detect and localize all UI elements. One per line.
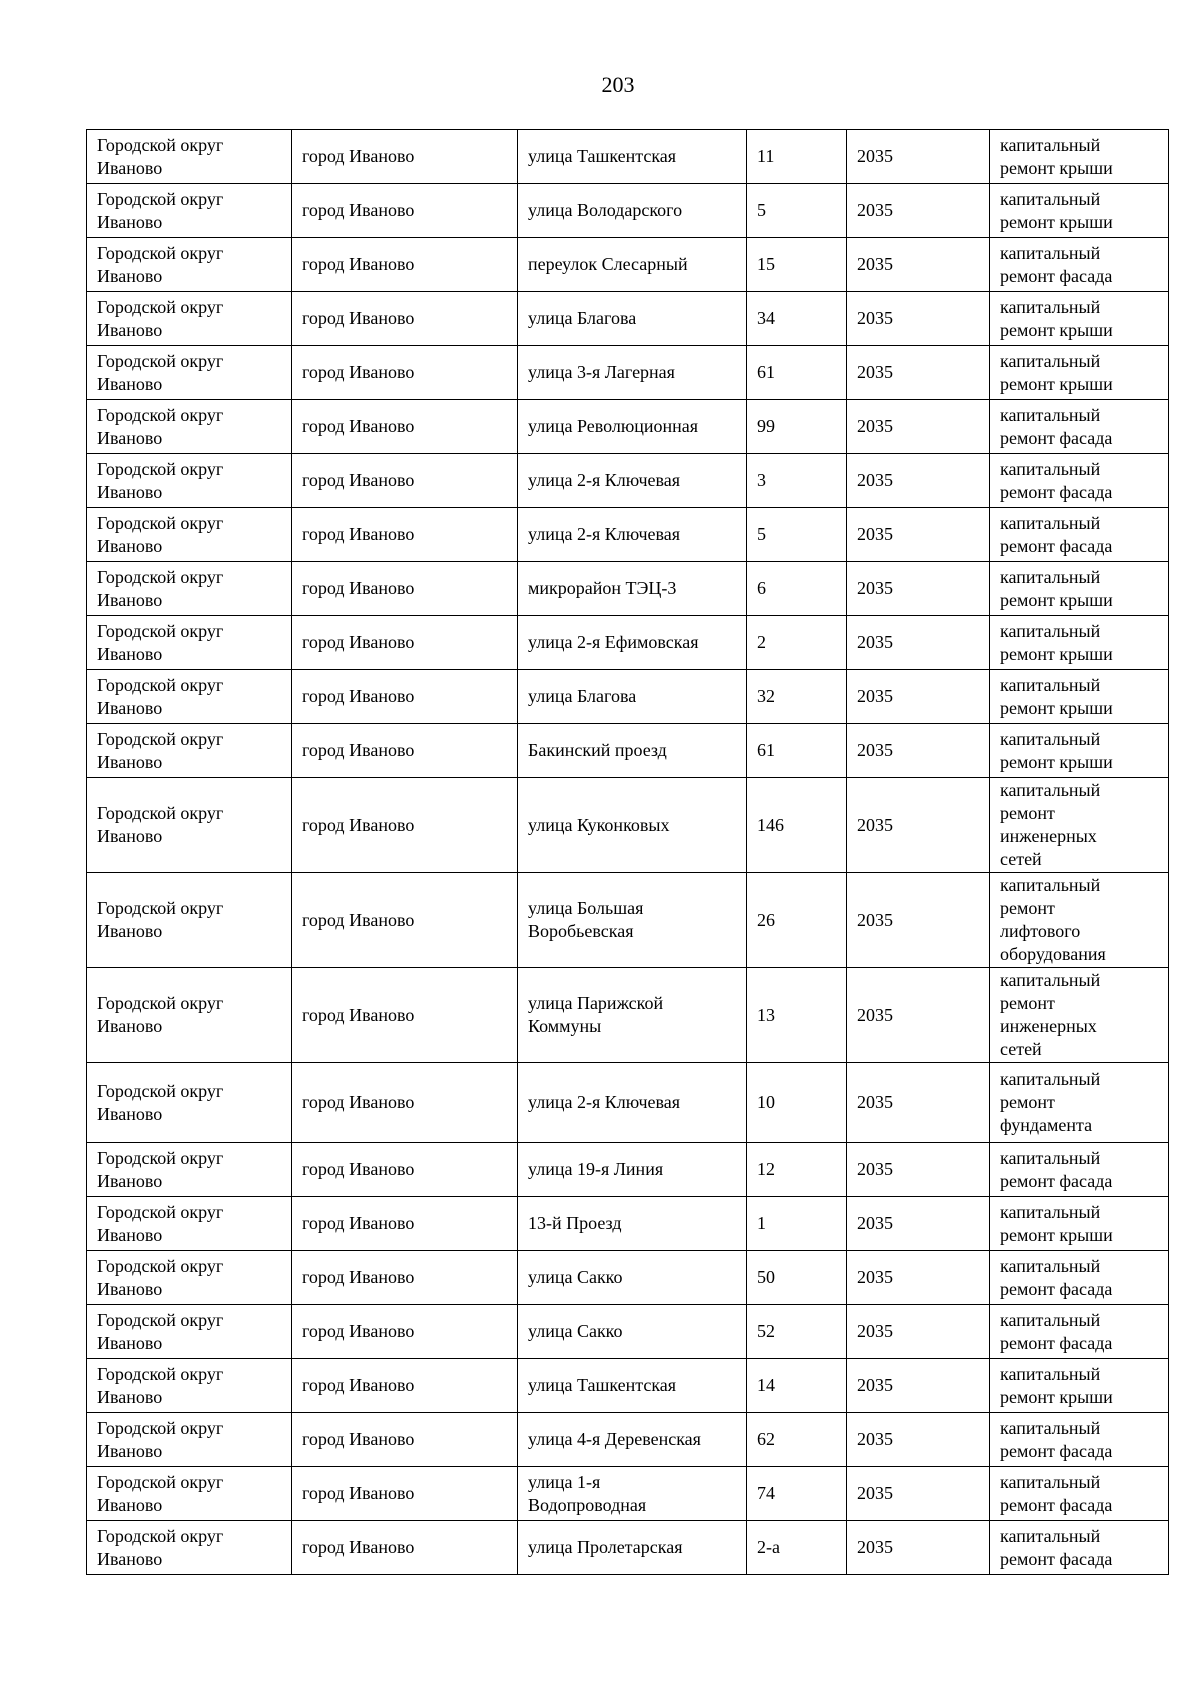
house-number-cell: 12 (747, 1143, 847, 1197)
house-number-cell: 52 (747, 1305, 847, 1359)
district-cell: Городской округ Иваново (87, 1305, 292, 1359)
district-cell: Городской округ Иваново (87, 968, 292, 1063)
street-cell: Бакинский проезд (518, 724, 747, 778)
city-cell: город Иваново (292, 562, 518, 616)
work-type-cell: капитальный ремонт фасада (990, 508, 1169, 562)
house-number-cell: 62 (747, 1413, 847, 1467)
house-number-cell: 13 (747, 968, 847, 1063)
city-cell: город Иваново (292, 778, 518, 873)
city-cell: город Иваново (292, 670, 518, 724)
table-row (87, 454, 1169, 508)
street-cell: улица 2-я Ключевая (518, 508, 747, 562)
work-type-cell: капитальный ремонт фасада (990, 1521, 1169, 1575)
work-type-cell: капитальный ремонт лифтового оборудования (990, 873, 1169, 968)
street-cell: улица Пролетарская (518, 1521, 747, 1575)
house-number-cell: 146 (747, 778, 847, 873)
district-cell: Городской округ Иваново (87, 1251, 292, 1305)
table-row (87, 1063, 1169, 1143)
street-cell: улица 1-я Водопроводная (518, 1467, 747, 1521)
year-cell: 2035 (847, 292, 990, 346)
district-cell: Городской округ Иваново (87, 670, 292, 724)
street-cell: улица Ташкентская (518, 1359, 747, 1413)
work-type-cell: капитальный ремонт крыши (990, 184, 1169, 238)
district-cell: Городской округ Иваново (87, 778, 292, 873)
year-cell: 2035 (847, 130, 990, 184)
city-cell: город Иваново (292, 873, 518, 968)
year-cell: 2035 (847, 1251, 990, 1305)
house-number-cell: 61 (747, 346, 847, 400)
work-type-cell: капитальный ремонт фасада (990, 400, 1169, 454)
district-cell: Городской округ Иваново (87, 130, 292, 184)
city-cell: город Иваново (292, 346, 518, 400)
year-cell: 2035 (847, 400, 990, 454)
table-row (87, 1143, 1169, 1197)
work-type-cell: капитальный ремонт фундамента (990, 1063, 1169, 1143)
street-cell: улица 3-я Лагерная (518, 346, 747, 400)
district-cell: Городской округ Иваново (87, 400, 292, 454)
house-number-cell: 2 (747, 616, 847, 670)
house-number-cell: 99 (747, 400, 847, 454)
table-row (87, 562, 1169, 616)
district-cell: Городской округ Иваново (87, 184, 292, 238)
house-number-cell: 26 (747, 873, 847, 968)
city-cell: город Иваново (292, 1305, 518, 1359)
year-cell: 2035 (847, 1305, 990, 1359)
work-type-cell: капитальный ремонт фасада (990, 1143, 1169, 1197)
house-number-cell: 5 (747, 184, 847, 238)
street-cell: улица Благова (518, 670, 747, 724)
table-row (87, 968, 1169, 1063)
house-number-cell: 61 (747, 724, 847, 778)
year-cell: 2035 (847, 1063, 990, 1143)
table-row (87, 184, 1169, 238)
table-row (87, 1413, 1169, 1467)
street-cell: 13-й Проезд (518, 1197, 747, 1251)
district-cell: Городской округ Иваново (87, 346, 292, 400)
district-cell: Городской округ Иваново (87, 1063, 292, 1143)
house-number-cell: 3 (747, 454, 847, 508)
repair-schedule-table (86, 129, 1169, 1575)
year-cell: 2035 (847, 1413, 990, 1467)
table-row (87, 1521, 1169, 1575)
district-cell: Городской округ Иваново (87, 616, 292, 670)
work-type-cell: капитальный ремонт фасада (990, 1413, 1169, 1467)
street-cell: улица 4-я Деревенская (518, 1413, 747, 1467)
work-type-cell: капитальный ремонт крыши (990, 562, 1169, 616)
city-cell: город Иваново (292, 968, 518, 1063)
street-cell: переулок Слесарный (518, 238, 747, 292)
work-type-cell: капитальный ремонт инженерных сетей (990, 968, 1169, 1063)
year-cell: 2035 (847, 1197, 990, 1251)
street-cell: улица Революционная (518, 400, 747, 454)
year-cell: 2035 (847, 1467, 990, 1521)
house-number-cell: 15 (747, 238, 847, 292)
house-number-cell: 74 (747, 1467, 847, 1521)
table-row (87, 400, 1169, 454)
district-cell: Городской округ Иваново (87, 562, 292, 616)
year-cell: 2035 (847, 778, 990, 873)
street-cell: улица Ташкентская (518, 130, 747, 184)
year-cell: 2035 (847, 346, 990, 400)
table-row (87, 873, 1169, 968)
city-cell: город Иваново (292, 400, 518, 454)
house-number-cell: 32 (747, 670, 847, 724)
city-cell: город Иваново (292, 454, 518, 508)
year-cell: 2035 (847, 1521, 990, 1575)
table-row (87, 346, 1169, 400)
year-cell: 2035 (847, 968, 990, 1063)
table-row (87, 1305, 1169, 1359)
work-type-cell: капитальный ремонт фасада (990, 238, 1169, 292)
street-cell: улица 19-я Линия (518, 1143, 747, 1197)
work-type-cell: капитальный ремонт фасада (990, 454, 1169, 508)
city-cell: город Иваново (292, 616, 518, 670)
work-type-cell: капитальный ремонт крыши (990, 130, 1169, 184)
district-cell: Городской округ Иваново (87, 1143, 292, 1197)
work-type-cell: капитальный ремонт фасада (990, 1467, 1169, 1521)
district-cell: Городской округ Иваново (87, 1197, 292, 1251)
city-cell: город Иваново (292, 1197, 518, 1251)
city-cell: город Иваново (292, 1467, 518, 1521)
work-type-cell: капитальный ремонт крыши (990, 346, 1169, 400)
table-row (87, 238, 1169, 292)
district-cell: Городской округ Иваново (87, 1413, 292, 1467)
city-cell: город Иваново (292, 292, 518, 346)
year-cell: 2035 (847, 238, 990, 292)
work-type-cell: капитальный ремонт фасада (990, 1305, 1169, 1359)
work-type-cell: капитальный ремонт инженерных сетей (990, 778, 1169, 873)
table-body (87, 130, 1169, 1575)
city-cell: город Иваново (292, 1359, 518, 1413)
work-type-cell: капитальный ремонт крыши (990, 1359, 1169, 1413)
year-cell: 2035 (847, 724, 990, 778)
street-cell: улица Большая Воробьевская (518, 873, 747, 968)
street-cell: улица Благова (518, 292, 747, 346)
year-cell: 2035 (847, 873, 990, 968)
city-cell: город Иваново (292, 184, 518, 238)
house-number-cell: 14 (747, 1359, 847, 1413)
table-row (87, 1467, 1169, 1521)
city-cell: город Иваново (292, 238, 518, 292)
district-cell: Городской округ Иваново (87, 508, 292, 562)
year-cell: 2035 (847, 670, 990, 724)
house-number-cell: 10 (747, 1063, 847, 1143)
table-row (87, 130, 1169, 184)
district-cell: Городской округ Иваново (87, 292, 292, 346)
district-cell: Городской округ Иваново (87, 238, 292, 292)
city-cell: город Иваново (292, 1521, 518, 1575)
city-cell: город Иваново (292, 724, 518, 778)
street-cell: улица 2-я Ключевая (518, 1063, 747, 1143)
city-cell: город Иваново (292, 1251, 518, 1305)
year-cell: 2035 (847, 616, 990, 670)
street-cell: улица Сакко (518, 1251, 747, 1305)
street-cell: улица Сакко (518, 1305, 747, 1359)
page-number: 203 (601, 72, 635, 97)
table-row (87, 778, 1169, 873)
table-row (87, 1197, 1169, 1251)
year-cell: 2035 (847, 508, 990, 562)
street-cell: улица 2-я Ефимовская (518, 616, 747, 670)
year-cell: 2035 (847, 1359, 990, 1413)
table-row (87, 724, 1169, 778)
city-cell: город Иваново (292, 1413, 518, 1467)
year-cell: 2035 (847, 184, 990, 238)
city-cell: город Иваново (292, 130, 518, 184)
street-cell: улица 2-я Ключевая (518, 454, 747, 508)
year-cell: 2035 (847, 562, 990, 616)
table-row (87, 1359, 1169, 1413)
table-row (87, 292, 1169, 346)
house-number-cell: 2-а (747, 1521, 847, 1575)
work-type-cell: капитальный ремонт крыши (990, 724, 1169, 778)
work-type-cell: капитальный ремонт фасада (990, 1251, 1169, 1305)
district-cell: Городской округ Иваново (87, 873, 292, 968)
work-type-cell: капитальный ремонт крыши (990, 616, 1169, 670)
year-cell: 2035 (847, 1143, 990, 1197)
street-cell: улица Парижской Коммуны (518, 968, 747, 1063)
city-cell: город Иваново (292, 1063, 518, 1143)
table-row (87, 508, 1169, 562)
table-row (87, 1251, 1169, 1305)
table-row (87, 616, 1169, 670)
city-cell: город Иваново (292, 508, 518, 562)
work-type-cell: капитальный ремонт крыши (990, 292, 1169, 346)
district-cell: Городской округ Иваново (87, 454, 292, 508)
street-cell: улица Володарского (518, 184, 747, 238)
house-number-cell: 1 (747, 1197, 847, 1251)
house-number-cell: 6 (747, 562, 847, 616)
city-cell: город Иваново (292, 1143, 518, 1197)
house-number-cell: 5 (747, 508, 847, 562)
house-number-cell: 50 (747, 1251, 847, 1305)
work-type-cell: капитальный ремонт крыши (990, 670, 1169, 724)
year-cell: 2035 (847, 454, 990, 508)
house-number-cell: 34 (747, 292, 847, 346)
table-row (87, 670, 1169, 724)
district-cell: Городской округ Иваново (87, 1359, 292, 1413)
district-cell: Городской округ Иваново (87, 1467, 292, 1521)
street-cell: улица Куконковых (518, 778, 747, 873)
district-cell: Городской округ Иваново (87, 1521, 292, 1575)
work-type-cell: капитальный ремонт крыши (990, 1197, 1169, 1251)
street-cell: микрорайон ТЭЦ-3 (518, 562, 747, 616)
district-cell: Городской округ Иваново (87, 724, 292, 778)
house-number-cell: 11 (747, 130, 847, 184)
